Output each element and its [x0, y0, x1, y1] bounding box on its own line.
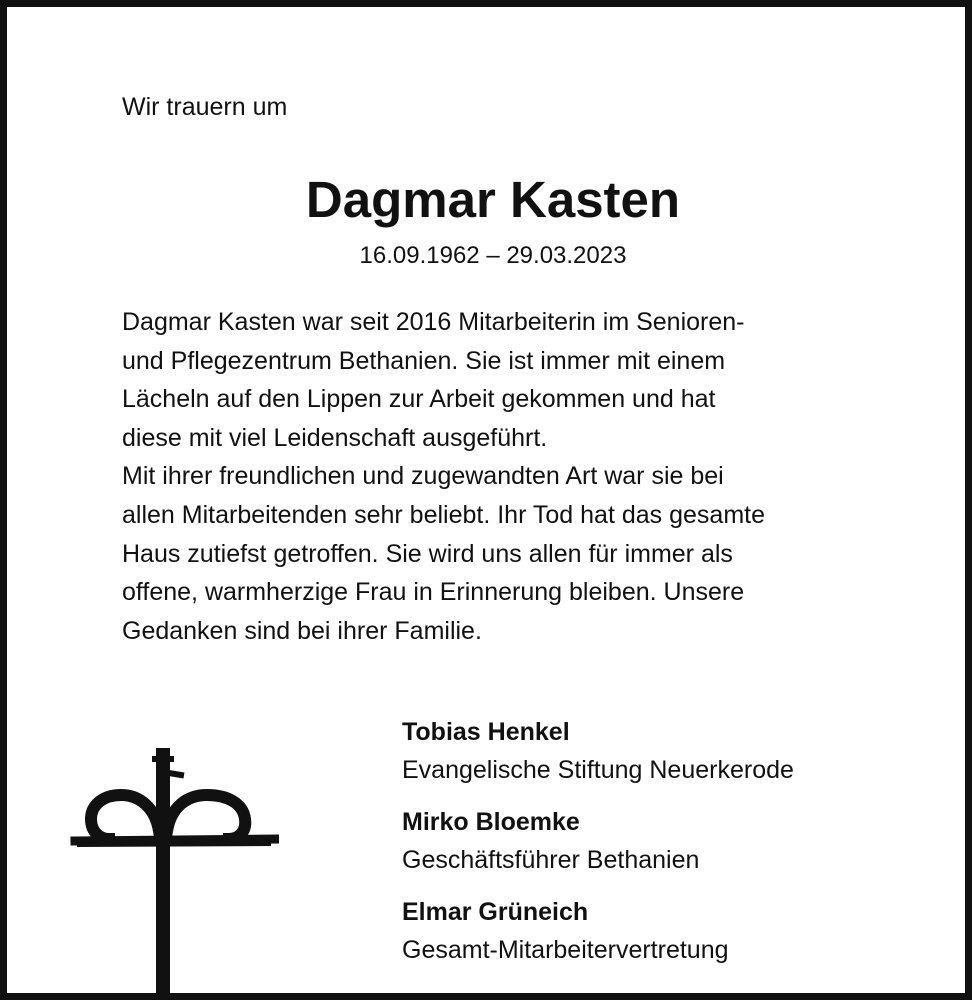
body-line: und Pflegezentrum Bethanien. Sie ist immer mit einem: [122, 346, 726, 375]
signer-name: Tobias Henkel: [402, 718, 570, 746]
obituary-body: [122, 303, 922, 650]
signers-list: [402, 713, 922, 983]
signer-role: Gesamt-Mitarbeitervertretung: [402, 936, 729, 964]
deceased-name: Dagmar Kasten: [305, 171, 681, 228]
signer-entry: [402, 713, 922, 803]
signer-name: Elmar Grüneich: [402, 898, 589, 926]
signer-role: Evangelische Stiftung Neuerkerode: [402, 756, 794, 784]
body-line: diese mit viel Leidenschaft ausgeführt.: [122, 423, 548, 452]
body-line: Gedanken sind bei ihrer Familie.: [122, 616, 482, 645]
body-line: allen Mitarbeitenden sehr beliebt. Ihr Tod hat das gesamte: [122, 500, 765, 529]
body-line: Dagmar Kasten war seit 2016 Mitarbeiterin im Senioren-: [122, 308, 745, 336]
body-line: Lächeln auf den Lippen zur Arbeit gekommen und hat: [122, 385, 716, 414]
crown-cross-icon: [69, 745, 279, 1000]
signer-entry: [402, 803, 922, 893]
body-line: Haus zutiefst getroffen. Sie wird uns allen für immer als: [122, 539, 733, 568]
intro-text: Wir trauern um: [122, 93, 288, 121]
signer-name: Mirko Bloemke: [402, 808, 580, 836]
signer-role: Geschäftsführer Bethanien: [402, 846, 700, 874]
life-dates: 16.09.1962 – 29.03.2023: [359, 242, 627, 269]
body-line: Mit ihrer freundlichen und zugewandten Art war sie bei: [122, 462, 724, 491]
signer-entry: [402, 893, 922, 983]
body-line: offene, warmherzige Frau in Erinnerung bleiben. Unsere: [122, 578, 745, 607]
